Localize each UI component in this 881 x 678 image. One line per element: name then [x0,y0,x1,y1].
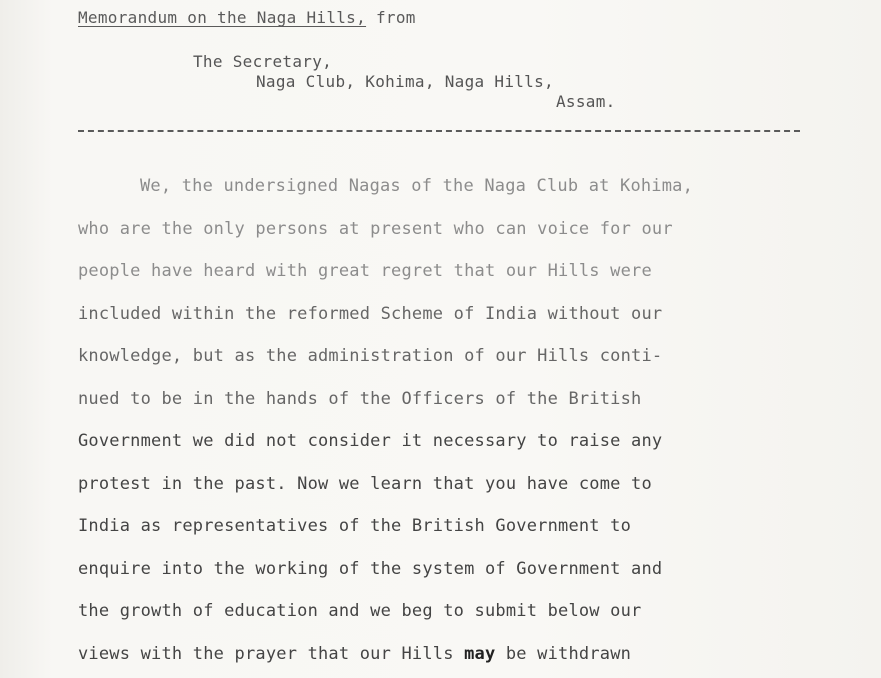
body-line: enquire into the working of the system of Government and [78,558,663,579]
address-line-3: Assam. [556,92,616,111]
body-line: Government we did not consider it necessary to raise any [78,431,663,451]
last-line-after: be withdrawn [495,643,632,664]
body-line: We, the undersigned Nagas of the Naga Club at Kohima, [140,176,694,196]
body-line-last [78,640,838,678]
body-line: knowledge, but as the administration of our Hills conti- [78,346,663,366]
memorandum-body [78,172,838,678]
heading-from: from [366,8,416,27]
body-line: who are the only persons at present who can voice for our [78,218,673,239]
body-line: included within the reformed Scheme of India without our [78,303,663,324]
body-line: people have heard with great regret that our Hills were [78,261,652,281]
last-line-bold: may [464,643,496,664]
body-line: nued to be in the hands of the Officers of the British [78,388,642,409]
address-line-2: Naga Club, Kohima, Naga Hills, [256,72,554,91]
address-line-1: The Secretary, [193,52,333,71]
memorandum-heading [78,8,416,27]
body-line: India as representatives of the British Government to [78,516,632,536]
heading-title: Memorandum on the Naga Hills, [78,8,367,27]
last-line-before: views with the prayer that our Hills [78,643,465,664]
body-line: the growth of education and we beg to submit below our [78,601,642,621]
dashed-divider [78,130,800,132]
body-line: protest in the past. Now we learn that you have come to [78,473,652,494]
